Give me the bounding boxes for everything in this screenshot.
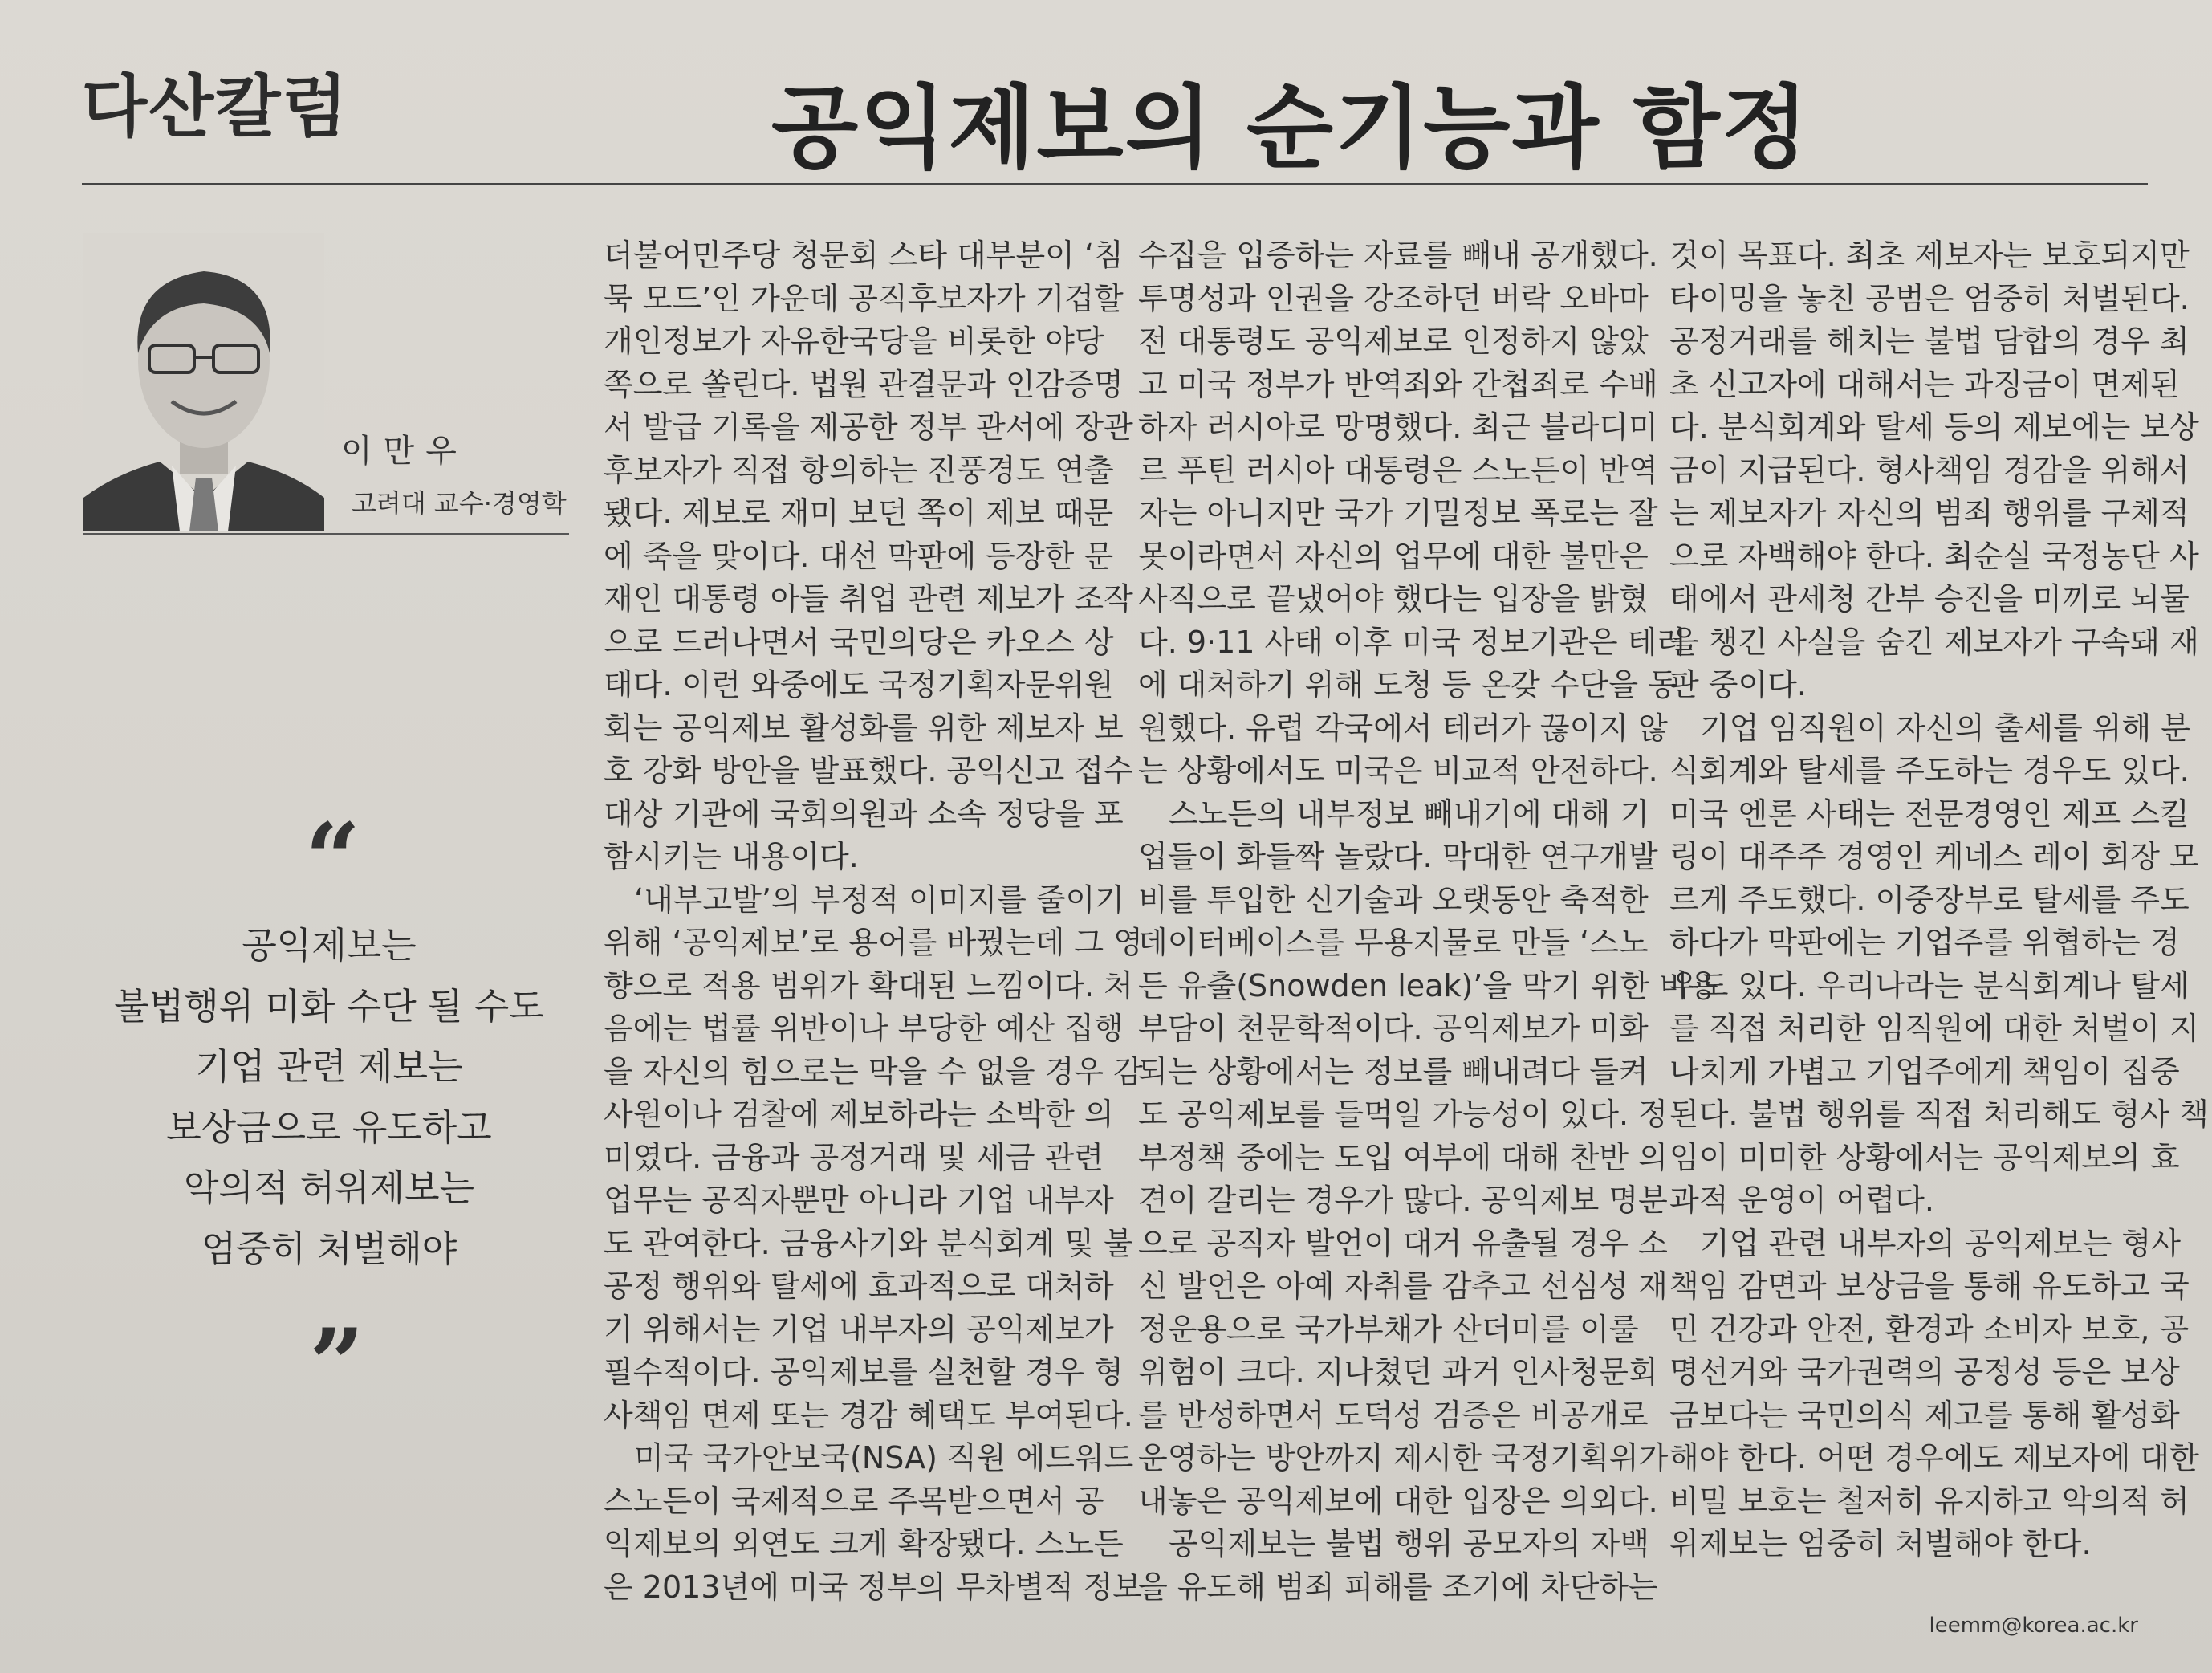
- article-line: 금보다는 국민의식 제고를 통해 활성화: [1669, 1397, 2180, 1433]
- article-line: 고 미국 정부가 반역죄와 간첩죄로 수배: [1138, 366, 1658, 402]
- article-line: 부정책 중에는 도입 여부에 대해 찬반 의: [1138, 1139, 1668, 1175]
- article-line: 자는 아니지만 국가 기밀정보 폭로는 잘: [1138, 495, 1658, 531]
- article-line: 태에서 관세청 간부 승진을 미끼로 뇌물: [1669, 581, 2190, 617]
- article-line: 위험이 크다. 지나쳤던 과거 인사청문회: [1138, 1354, 1658, 1390]
- article-line: 스노든의 내부정보 빼내기에 대해 기: [1169, 796, 1649, 832]
- article-line: 다. 분식회계와 탈세 등의 제보에는 보상: [1669, 409, 2199, 445]
- article-line: 금이 지급된다. 형사책임 경감을 위해서: [1669, 452, 2190, 488]
- article-line: 비밀 보호는 철저히 유지하고 악의적 허: [1669, 1483, 2190, 1519]
- article-line: 대상 기관에 국회의원과 소속 정당을 포: [604, 796, 1124, 832]
- article-line: 를 반성하면서 도덕성 검증은 비공개로: [1138, 1397, 1649, 1433]
- article-line: 을 자신의 힘으로는 막을 수 없을 경우 감: [604, 1053, 1143, 1089]
- headline: 공익제보의 순기능과 함정: [771, 76, 1811, 181]
- article-line: 공정 행위와 탈세에 효과적으로 대처하: [604, 1268, 1114, 1304]
- article-line: 묵 모드’인 가운데 공직후보자가 기겁할: [604, 280, 1124, 316]
- article-line: 더불어민주당 청문회 스타 대부분이 ‘침: [604, 238, 1124, 273]
- article-line: 향으로 적용 범위가 확대된 느낌이다. 처: [604, 967, 1133, 1003]
- article-line: 식회계와 탈세를 주도하는 경우도 있다.: [1669, 753, 2190, 788]
- author-photo: [83, 233, 324, 531]
- article-line: 공정거래를 해치는 불법 담합의 경우 최: [1669, 324, 2190, 359]
- article-line: 필수적이다. 공익제보를 실천할 경우 형: [604, 1354, 1124, 1390]
- article-line: 비를 투입한 신기술과 오랫동안 축적한: [1138, 881, 1649, 918]
- article-line: 는 제보자가 자신의 범죄 행위를 구체적: [1669, 495, 2190, 531]
- author-title: 고려대 교수·경영학: [352, 488, 567, 519]
- pull-quote-line: 공익제보는: [242, 924, 417, 967]
- article-line: 원했다. 유럽 각국에서 테러가 끊이지 않: [1138, 710, 1668, 746]
- article-line: 투명성과 인권을 강조하던 버락 오바마: [1138, 280, 1649, 316]
- article-column-2: [1138, 234, 1718, 1609]
- article-line: 됐다. 제보로 재미 보던 쪽이 제보 때문: [604, 495, 1114, 531]
- article-line: 도 관여한다. 금융사기와 분식회계 및 불: [604, 1225, 1133, 1261]
- article-line: 부담이 천문학적이다. 공익제보가 미화: [1138, 1011, 1649, 1046]
- article-line: 익제보의 외연도 크게 확장됐다. 스노든: [604, 1526, 1124, 1561]
- article-line: 미국 국가안보국(NSA) 직원 에드워드: [634, 1440, 1134, 1476]
- article-line: 타이밍을 놓친 공범은 엄중히 처벌된다.: [1669, 280, 2190, 316]
- article-line: 스노든이 국제적으로 주목받으면서 공: [604, 1483, 1104, 1519]
- article-line: 음에는 법률 위반이나 부당한 예산 집행: [604, 1011, 1124, 1046]
- article-line: 신 발언은 아예 자취를 감추고 선심성 재: [1138, 1268, 1668, 1304]
- author-email: leemm@korea.ac.kr: [1929, 1614, 2138, 1638]
- author-name: 이만우: [341, 433, 468, 470]
- article-line: 기 위해서는 기업 내부자의 공익제보가: [604, 1311, 1114, 1347]
- article-line: 회는 공익제보 활성화를 위한 제보자 보: [604, 710, 1124, 746]
- article-line: 공익제보는 불법 행위 공모자의 자백: [1169, 1526, 1649, 1561]
- pull-quote-line: 악의적 허위제보는: [183, 1166, 475, 1209]
- article-line: 을 챙긴 사실을 숨긴 제보자가 구속돼 재: [1669, 624, 2199, 660]
- article-line: 판 중이다.: [1669, 667, 1807, 702]
- article-line: 하자 러시아로 망명했다. 최근 블라디미: [1138, 409, 1658, 445]
- quote-close-mark: ”: [309, 1308, 365, 1421]
- article-line: 되는 상황에서는 정보를 빼내려다 들켜: [1138, 1053, 1649, 1089]
- pull-quote: [88, 915, 570, 1279]
- pull-quote-line: 불법행위 미화 수단 될 수도: [114, 984, 544, 1028]
- article-line: 개인정보가 자유한국당을 비롯한 야당: [604, 324, 1104, 359]
- article-line: 르게 주도했다. 이중장부로 탈세를 주도: [1669, 881, 2190, 918]
- article-line: 태다. 이런 와중에도 국정기획자문위원: [604, 667, 1114, 702]
- article-line: 내놓은 공익제보에 대한 입장은 의외다.: [1138, 1483, 1658, 1519]
- article-line: 르 푸틴 러시아 대통령은 스노든이 반역: [1138, 452, 1658, 488]
- pull-quote-line: 보상금으로 유도하고: [166, 1105, 492, 1149]
- article-line: 기업 임직원이 자신의 출세를 위해 분: [1700, 710, 2191, 746]
- article-line: 수집을 입증하는 자료를 빼내 공개했다.: [1138, 238, 1658, 273]
- article-line: 재인 대통령 아들 취업 관련 제보가 조작: [604, 581, 1133, 617]
- article-line: ‘내부고발’의 부정적 이미지를 줄이기: [634, 881, 1125, 918]
- article-line: 에 죽을 맞이다. 대선 막판에 등장한 문: [604, 538, 1114, 574]
- photo-rule: [83, 533, 569, 535]
- article-line: 쪽으로 쏠린다. 법원 관결문과 인감증명: [604, 366, 1124, 402]
- article-line: 호 강화 방안을 발표했다. 공익신고 접수: [604, 753, 1133, 788]
- article-line: 을 유도해 범죄 피해를 조기에 차단하는: [1138, 1569, 1658, 1605]
- article-line: 초 신고자에 대해서는 과징금이 면제된: [1669, 366, 2180, 402]
- article-line: 해야 한다. 어떤 경우에도 제보자에 대한: [1669, 1440, 2199, 1476]
- article-line: 과적 운영이 어렵다.: [1669, 1182, 1934, 1218]
- article-line: 업무는 공직자뿐만 아니라 기업 내부자: [604, 1182, 1114, 1218]
- article-line: 함시키는 내용이다.: [604, 839, 859, 874]
- pull-quote-line: 기업 관련 제보는: [195, 1045, 463, 1088]
- article-line: 에 대처하기 위해 도청 등 온갖 수단을 동: [1138, 667, 1677, 702]
- article-line: 는 상황에서도 미국은 비교적 안전하다.: [1138, 753, 1658, 788]
- column-name: 다산칼럼: [82, 67, 349, 146]
- article-line: 전 대통령도 공익제보로 인정하지 않았: [1138, 324, 1649, 359]
- article-line: 든 유출(Snowden leak)’을 막기 위한 비용: [1138, 967, 1718, 1003]
- article-line: 서 발급 기록을 제공한 정부 관서에 장관: [604, 409, 1133, 445]
- article-line: 책임 감면과 보상금을 통해 유도하고 국: [1669, 1268, 2190, 1304]
- article-line: 것이 목표다. 최초 제보자는 보호되지만: [1669, 238, 2190, 273]
- article-line: 기업 관련 내부자의 공익제보는 형사: [1700, 1225, 2181, 1261]
- article-line: 으로 드러나면서 국민의당은 카오스 상: [604, 624, 1114, 660]
- article-line: 사직으로 끝냈어야 했다는 입장을 밝혔: [1138, 581, 1649, 617]
- article-line: 된다. 불법 행위를 직접 처리해도 형사 책: [1669, 1097, 2209, 1132]
- article-line: 위해 ‘공익제보’로 용어를 바꿨는데 그 영: [604, 925, 1143, 960]
- article-line: 다. 9·11 사태 이후 미국 정보기관은 테러: [1138, 624, 1687, 660]
- article-line: 위제보는 엄중히 처벌해야 한다.: [1669, 1526, 2092, 1561]
- article-line: 미였다. 금융과 공정거래 및 세금 관련: [604, 1139, 1104, 1175]
- article-line: 정운용으로 국가부채가 산더미를 이룰: [1138, 1311, 1639, 1347]
- article-line: 하다가 막판에는 기업주를 위협하는 경: [1669, 925, 2180, 960]
- article-line: 도 공익제보를 들먹일 가능성이 있다. 정: [1138, 1097, 1668, 1132]
- article-line: 은 2013년에 미국 정부의 무차별적 정보: [604, 1569, 1143, 1605]
- quote-open-mark: “: [305, 802, 361, 915]
- article-line: 명선거와 국가권력의 공정성 등은 보상: [1669, 1354, 2180, 1390]
- article-line: 업들이 화들짝 놀랐다. 막대한 연구개발: [1138, 839, 1658, 874]
- article-column-1: [604, 234, 1143, 1609]
- article-line: 미국 엔론 사태는 전문경영인 제프 스킬: [1669, 796, 2190, 832]
- article-line: 민 건강과 안전, 환경과 소비자 보호, 공: [1669, 1311, 2190, 1347]
- article-line: 나치게 가볍고 기업주에게 책임이 집중: [1669, 1053, 2180, 1089]
- article-line: 후보자가 직접 항의하는 진풍경도 연출: [604, 452, 1114, 488]
- article-line: 으로 공직자 발언이 대거 유출될 경우 소: [1138, 1225, 1668, 1261]
- article-line: 사책임 면제 또는 경감 혜택도 부여된다.: [604, 1397, 1133, 1433]
- article-line: 운영하는 방안까지 제시한 국정기획위가: [1138, 1440, 1669, 1476]
- article-line: 를 직접 처리한 임직원에 대한 처벌이 지: [1669, 1011, 2199, 1046]
- article-line: 으로 자백해야 한다. 최순실 국정농단 사: [1669, 538, 2199, 574]
- article-line: 우도 있다. 우리나라는 분식회계나 탈세: [1669, 967, 2190, 1003]
- article-line: 사원이나 검찰에 제보하라는 소박한 의: [604, 1097, 1114, 1132]
- article-line: 임이 미미한 상황에서는 공익제보의 효: [1669, 1139, 2180, 1175]
- article-line: 못이라면서 자신의 업무에 대한 불만은: [1138, 538, 1649, 574]
- header-rule: [82, 183, 2148, 185]
- article-line: 견이 갈리는 경우가 많다. 공익제보 명분: [1138, 1182, 1668, 1218]
- article-column-3: [1669, 234, 2209, 1566]
- article-line: 링이 대주주 경영인 케네스 레이 회장 모: [1669, 839, 2199, 874]
- pull-quote-line: 엄중히 처벌해야: [201, 1227, 457, 1270]
- article-line: 데이터베이스를 무용지물로 만들 ‘스노: [1138, 925, 1649, 960]
